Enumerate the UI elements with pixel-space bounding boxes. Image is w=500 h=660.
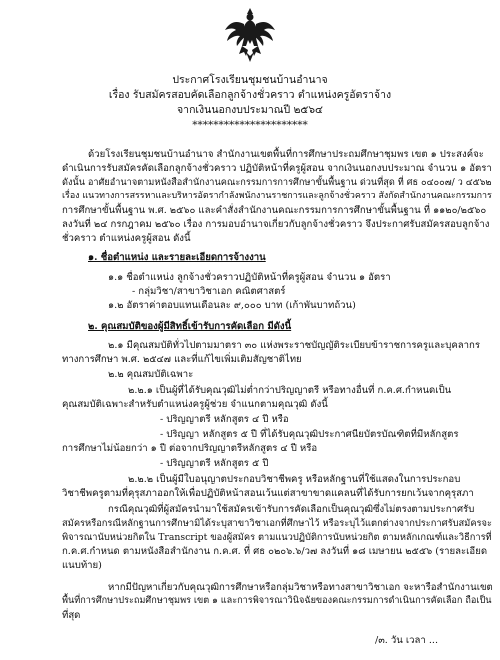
- section-heading-position: ๑. ชื่อตำแหน่ง และรายละเอียดการจ้างงาน: [88, 252, 266, 263]
- qualification-line: วิชาชีพครูตามที่คุรุสภาออกให้เพื่อปฏิบัติหน้าสอนเว้นแต่สาขาขาดแคลนที่ได้รับการยกเว้นจากคุรุสภา: [62, 488, 474, 499]
- qualification-line: ทางการศึกษา พ.ศ. ๒๕๔๗ และที่แก้ไขเพิ่มเติมสัญชาติไทย: [62, 354, 302, 365]
- qualification-line: คุณสมบัติเฉพาะสำหรับตำแหน่งครูผู้ช่วย จำแนกตามคุณวุฒิ ดังนี้: [62, 399, 328, 410]
- position-item: ๑.๒ อัตราค่าตอบแทนเดือนละ ๙,๐๐๐ บาท (เก้าพันบาทถ้วน): [108, 300, 356, 311]
- qualification-line: หากมีปัญหาเกี่ยวกับคุณวุฒิการศึกษาหรือกลุ่มวิชาหรือทางสาขาวิชาเอก จะหารือสำนักงานเขต: [108, 582, 493, 593]
- qualification-line: พื้นที่การศึกษาประถมศึกษาชุมพร เขต ๑ และการพิจารณาวินิจฉัยของคณะกรรมการดำเนินการคัดเลือก ถือเป็น: [62, 596, 492, 606]
- position-item: - กลุ่มวิชา/สาขาวิชาเอก คณิตศาสตร์: [132, 286, 286, 297]
- continuation-marker: /๓. วัน เวลา ...: [375, 635, 439, 646]
- section-heading-qualifications: ๒. คุณสมบัติของผู้มีสิทธิ์เข้ารับการคัดเลือก มีดังนี้: [88, 321, 292, 332]
- intro-line: เรื่อง แนวทางการสรรหาและบริหารอัตรากำลังพนักงานราชการและลูกจ้างชั่วคราว สังกัดสำนักงานคณะกรรมการ: [62, 191, 492, 201]
- qualification-line: พิจารณานับหน่วยกิตใน Transcript ของผู้สมัคร ตามแนวปฏิบัติการนับหน่วยกิต ตามหลักเกณฑ์และวิธีการที่: [62, 532, 492, 543]
- qualification-line: สมัครหรือกรณีหลักฐานการศึกษามิได้ระบุสาขาวิชาเอกที่ศึกษาไว้ หรือระบุไว้แตกต่างจากประกาศรับสมัครจะ: [62, 518, 493, 529]
- qualification-line: - ปริญญาตรี หลักสูตร ๔ ปี หรือ: [160, 414, 289, 425]
- qualification-line: - ปริญญาตรี หลักสูตร ๕ ปี: [160, 458, 269, 469]
- announcement-subject: เรื่อง รับสมัครสอบคัดเลือกลูกจ้างชั่วคราว ตำแหน่งครูอัตราจ้าง: [108, 89, 392, 101]
- announcement-org: ประกาศโรงเรียนชุมชนบ้านอำนาจ: [172, 74, 328, 86]
- qualification-line: กรณีคุณวุฒิที่ผู้สมัครนำมาใช้สมัครเข้ารับการคัดเลือกเป็นคุณวุฒิซึ่งไม่ตรงตามประกาศรับ: [108, 504, 475, 515]
- header-separator: **********************: [192, 119, 308, 131]
- intro-line: ลงวันที่ ๒๔ กรกฎาคม ๒๕๖๐ เรื่อง การมอบอำนาจเกี่ยวกับลูกจ้างชั่วคราว จึงประกาศรับสมัครสอบลูกจ้าง: [62, 219, 490, 230]
- qualification-line: ๒.๒ คุณสมบัติเฉพาะ: [108, 369, 194, 380]
- garuda-emblem-icon: [222, 6, 278, 64]
- qualification-line: - ปริญญา หลักสูตร ๕ ปี ที่ได้รับคุณวุฒิประกาศนียบัตรบัณฑิตที่มีหลักสูตร: [160, 429, 459, 440]
- intro-line: การศึกษาขั้นพื้นฐาน พ.ศ. ๒๕๖๐ และคำสั่งสำนักงานคณะกรรมการการศึกษาขั้นพื้นฐาน ที่ ๑๑๒๐/๒๕๖๐: [62, 205, 487, 216]
- qualification-line: ๒.๒.๑ เป็นผู้ที่ได้รับคุณวุฒิไม่ต่ำกว่าปริญญาตรี หรือทางอื่นที่ ก.ค.ศ.กำหนดเป็น: [128, 385, 452, 396]
- intro-line: ด้วยโรงเรียนชุมชนบ้านอำนาจ สำนักงานเขตพื้นที่การศึกษาประถมศึกษาชุมพร เขต ๑ ประสงค์จะ: [88, 149, 484, 160]
- position-item: ๑.๑ ชื่อตำแหน่ง ลูกจ้างชั่วคราวปฏิบัติหน้าที่ครูผู้สอน จำนวน ๑ อัตรา: [108, 272, 391, 283]
- qualification-line: ๒.๑ มีคุณสมบัติทั่วไปตามมาตรา ๓๐ แห่งพระราชบัญญัติระเบียบข้าราชการครูและบุคลากร: [108, 340, 481, 351]
- qualification-line: ก.ค.ศ.กำหนด ตามหนังสือสำนักงาน ก.ค.ศ. ที่ ศธ ๐๒๐๖.๖/ว๗ ลงวันที่ ๑๘ เมษายน ๒๕๕๖ (รายละเอียด: [62, 546, 488, 557]
- intro-line: ดังนั้น อาศัยอำนาจตามหนังสือสำนักงานคณะกรรมการการศึกษาขั้นพื้นฐาน ด่วนที่สุด ที่ ศธ ๐๔๐๐๗/ ว ๔๕๖๒: [62, 177, 492, 188]
- intro-line: ชั่วคราว ตำแหน่งครูผู้สอน ดังนี้: [62, 233, 191, 244]
- qualification-line: ๒.๒.๒ เป็นผู้มีใบอนุญาตประกอบวิชาชีพครู หรือหลักฐานที่ใช้แสดงในการประกอบ: [128, 474, 461, 485]
- announcement-funding: จากเงินนอกงบประมาณปี ๒๕๖๔: [177, 104, 323, 116]
- intro-line: ดำเนินการรับสมัครคัดเลือกลูกจ้างชั่วคราว ปฏิบัติหน้าที่ครูผู้สอน จากเงินนอกงบประมาณ จำนวน ๑ อัตรา: [62, 163, 492, 174]
- qualification-line: แนบท้าย): [62, 560, 102, 571]
- qualification-line: การศึกษาไม่น้อยกว่า ๑ ปี ต่อจากปริญญาตรีหลักสูตร ๔ ปี หรือ: [62, 443, 318, 454]
- qualification-line: ที่สุด: [62, 610, 81, 621]
